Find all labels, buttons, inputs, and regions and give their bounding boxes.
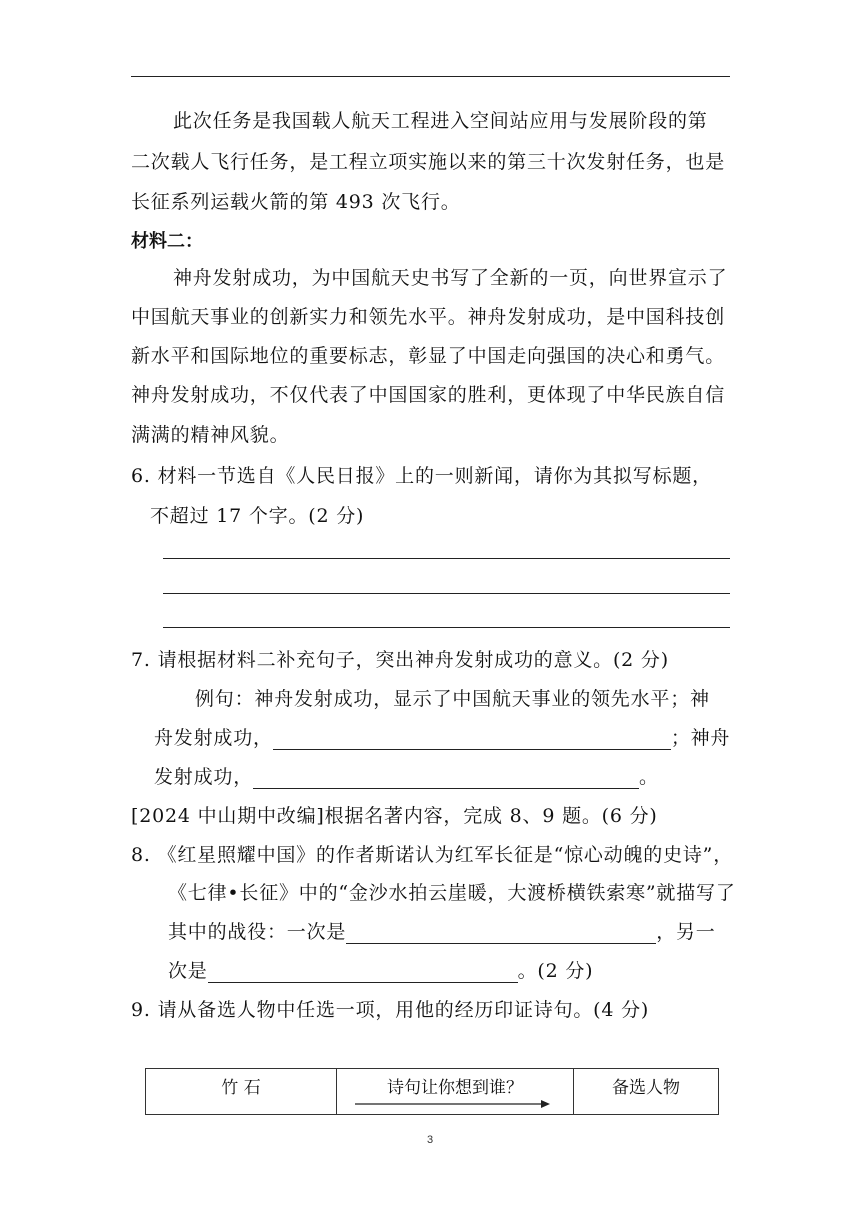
question-9-line-1: 9. 请从备选人物中任选一项，用他的经历印证诗句。(4 分) — [131, 999, 650, 1021]
table-cell-poem — [146, 1069, 337, 1115]
material-two-line-1: 神舟发射成功，为中国航天史书写了全新的一页，向世界宣示了 — [173, 267, 728, 289]
material-two-line-3: 新水平和国际地位的重要标志，彰显了中国走向强国的决心和勇气。 — [131, 345, 726, 367]
question-8-blank-1[interactable] — [346, 925, 656, 944]
question-8-line-3 — [168, 917, 716, 944]
material-two-line-2: 中国航天事业的创新实力和领先水平。神舟发射成功，是中国科技创 — [131, 306, 726, 328]
candidates-header: 备选人物 — [612, 1078, 680, 1098]
poem-title: 竹 石 — [221, 1078, 261, 1098]
question-7-line-4 — [154, 762, 659, 789]
question-8-line-4-prefix: 次是 — [168, 960, 208, 982]
question-6-line-2: 不超过 17 个字。(2 分) — [150, 505, 365, 527]
table-row — [146, 1069, 719, 1115]
header-rule — [131, 76, 730, 77]
section-intro: [2024 中山期中改编]根据名著内容，完成 8、9 题。(6 分) — [131, 805, 658, 827]
question-7-line-4-suffix: 。 — [639, 766, 659, 788]
question-7-line-3-prefix: 舟发射成功， — [154, 727, 273, 749]
page-number: 3 — [426, 1134, 434, 1146]
table-cell-candidates — [574, 1069, 719, 1115]
question-7-blank-1[interactable] — [273, 731, 671, 750]
question-7-example: 例句：神舟发射成功，显示了中国航天事业的领先水平；神 — [195, 688, 710, 710]
question-7-line-3-suffix: ；神舟 — [670, 727, 731, 749]
answer-line-1[interactable] — [163, 558, 730, 559]
material-two-heading: 材料二： — [131, 231, 203, 252]
material-two-line-5: 满满的精神风貌。 — [131, 424, 290, 446]
question-8-line-4-suffix: 。(2 分) — [517, 960, 594, 982]
question-7-blank-2[interactable] — [253, 770, 639, 789]
question-8-line-4 — [168, 956, 593, 983]
arrow-right-icon — [355, 1099, 551, 1109]
answer-line-3[interactable] — [163, 627, 730, 628]
table-cell-prompt — [337, 1069, 574, 1115]
question-7-line-4-prefix: 发射成功， — [154, 766, 254, 788]
answer-line-2[interactable] — [163, 593, 730, 594]
question-7-line-3 — [154, 723, 730, 750]
material-one-line-2: 二次载人飞行任务，是工程立项实施以来的第三十次发射任务，也是 — [131, 151, 726, 173]
material-two-line-4: 神舟发射成功，不仅代表了中国国家的胜利，更体现了中华民族自信 — [131, 384, 726, 406]
material-one-line-3: 长征系列运载火箭的第 493 次飞行。 — [131, 191, 461, 213]
poem-table — [145, 1068, 719, 1115]
question-8-line-3-suffix: ，另一 — [656, 921, 716, 943]
question-8-line-2: 《七律•长征》中的“金沙水拍云崖暖，大渡桥横铁索寒”就描写了 — [168, 882, 736, 904]
question-8-line-1: 8. 《红星照耀中国》的作者斯诺认为红军长征是“惊心动魄的史诗”， — [131, 844, 733, 866]
question-7-line-1: 7. 请根据材料二补充句子，突出神舟发射成功的意义。(2 分) — [131, 649, 669, 671]
prompt-text: 诗句让你想到谁？ — [387, 1078, 523, 1098]
question-8-line-3-prefix: 其中的战役：一次是 — [168, 921, 347, 943]
question-6-line-1: 6. 材料一节选自《人民日报》上的一则新闻，请你为其拟写标题， — [131, 465, 712, 487]
question-8-blank-2[interactable] — [208, 964, 518, 983]
material-one-line-1: 此次任务是我国载人航天工程进入空间站应用与发展阶段的第 — [173, 110, 708, 132]
